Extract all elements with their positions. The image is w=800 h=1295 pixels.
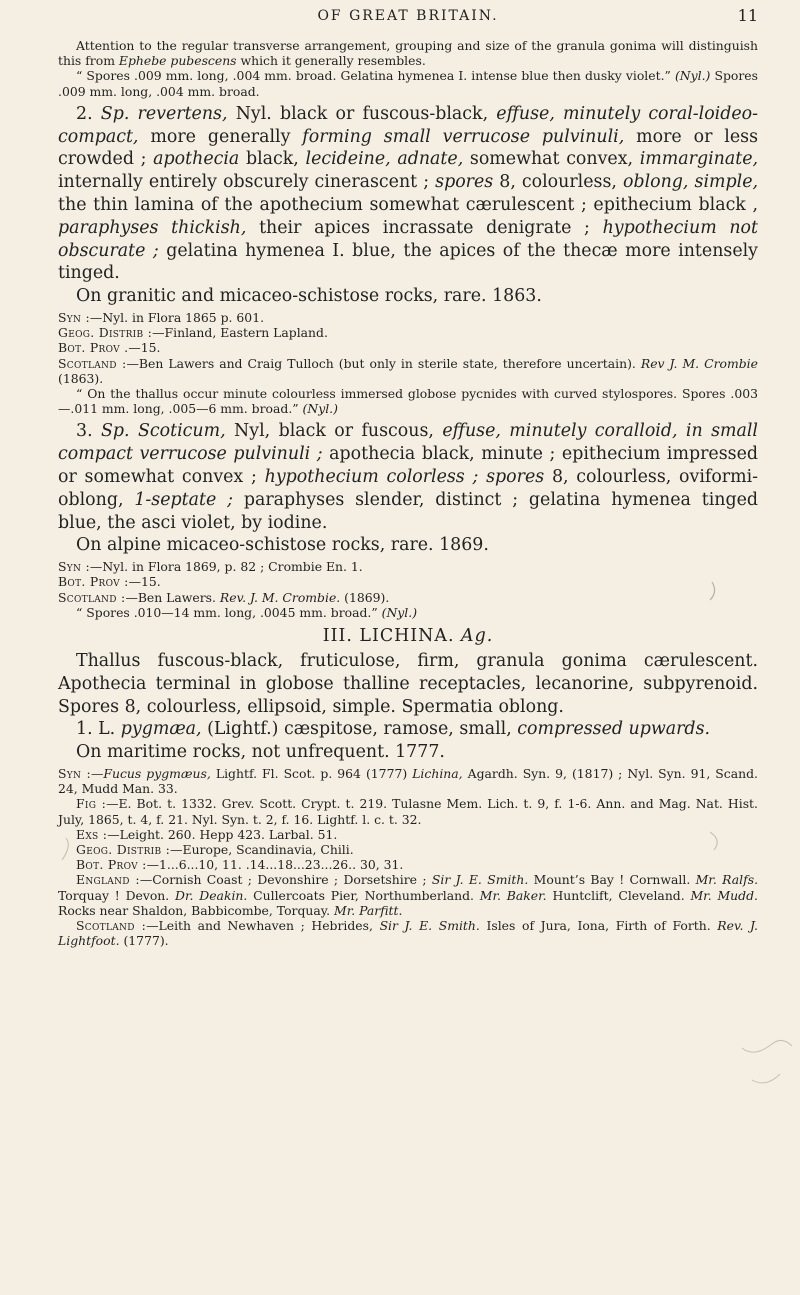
lichina-1-exsiccatae: Exs :—Leight. 260. Hepp 423. Larbal. 51.	[76, 826, 338, 842]
lichina-1-synonym: Syn :—Fucus pygmæus, Lightf. Fl. Scot. p. 964 (1777) Lichina, Agardh. Syn. 9, (1817) ; Nyl. Syn. 91, Scand. 24, Mudd Man. 33.	[58, 765, 758, 797]
lichina-1-habitat: On maritime rocks, not unfrequent. 1777.	[76, 742, 445, 763]
quote-spores: “ Spores .009 mm. long, .004 mm. broad. Gelatina hymenea I. intense blue then dusky violet.” (Nyl.) Spores .009 mm. long, .004 mm. broad.	[58, 68, 758, 99]
species-3-habitat: On alpine micaceo-schistose rocks, rare. 1869.	[76, 535, 489, 556]
genus-heading: III. LICHINA. Ag.	[322, 626, 494, 646]
species-2-quote: “ On the thallus occur minute colourless immersed globose pycnides with curved stylospores. Spores .003—.011 mm. long, .005—6 mm. broad.” (Nyl.)	[58, 386, 758, 417]
lichina-1-england: England :—Cornish Coast ; Devonshire ; Dorsetshire ; Sir J. E. Smith. Mount’s Bay ! Cornwall. Mr. Ralfs. Torquay ! Devon. Dr. Deakin. Cullercoats Pier, Northumberland. Mr. Baker. Huntclift, Cleveland. Mr. Mudd. Rocks near Shaldon, Babbicombe, Torquay. Mr. Parfitt.	[58, 872, 759, 918]
species-3-name: Sp. Scoticum,	[101, 421, 226, 442]
page-number: 11	[737, 6, 758, 25]
species-3-scotland: Scotland :—Ben Lawers. Rev. J. M. Crombie. (1869).	[58, 589, 390, 605]
book-page	[58, 0, 758, 1295]
species-2-scotland: Scotland :—Ben Lawers and Craig Tulloch (but only in sterile state, therefore uncertain). Rev J. M. Crombie (1863).	[58, 355, 758, 386]
species-3-quote: “ Spores .010—14 mm. long, .0045 mm. broad.” (Nyl.)	[76, 604, 418, 620]
lichina-1-scotland: Scotland :—Leith and Newhaven ; Hebrides, Sir J. E. Smith. Isles of Jura, Iona, Firth of Forth. Rev. J. Lightfoot. (1777).	[58, 918, 758, 949]
page-body	[58, 38, 758, 948]
species-2-distribution: Geog. Distrib :—Finland, Eastern Lapland.	[58, 325, 328, 341]
species-3-description: 3. Sp. Scoticum, Nyl, black or fuscous, effuse, minutely coralloid, in small compact verrucose pulvinuli ; apothecia black, minute ; epithecium impressed or somewhat convex ; hypothecium colorless ; spores 8, colourless, oviformi-oblong, 1-septate ; paraphyses slender, distinct ; gelatina hymenea tinged blue, the asci violet, by iodine.	[58, 421, 759, 533]
species-2-name: Sp. revertens,	[100, 103, 228, 124]
lichina-1-name: pygmæa,	[120, 719, 202, 740]
paragraph-attention: Attention to the regular transverse arrangement, grouping and size of the granula gonima will distinguish this from Ephebe pubescens which it generally resembles.	[58, 38, 758, 69]
species-3-synonym: Syn :—Nyl. in Flora 1869, p. 82 ; Crombie En. 1.	[58, 559, 363, 575]
lichina-1-description: 1. L. pygmæa, (Lightf.) cæspitose, ramose, small, compressed upwards.	[76, 719, 711, 740]
genus-description: Thallus fuscous-black, fruticulose, firm, granula gonima cærulescent. Apothecia terminal in globose thalline receptacles, lecanorine, subpyrenoid. Spores 8, colourless, ellipsoid, simple. Spermatia oblong.	[58, 651, 758, 717]
species-2-synonym: Syn :—Nyl. in Flora 1865 p. 601.	[58, 309, 265, 325]
lichina-1-province: Bot. Prov :—1...6...10, 11. .14...18...23...26.. 30, 31.	[76, 857, 404, 873]
page-header	[58, 6, 758, 28]
species-2-description: 2. Sp. revertens, Nyl. black or fuscous-black, effuse, minutely coral-loideo-compact, more generally forming small verrucose pulvinuli, more or less crowded ; apothecia black, lecideine, adnate, somewhat convex, immarginate, internally entirely obscurely cinerascent ; spores 8, colourless, oblong, simple, the thin lamina of the apothecium somewhat cærulescent ; epithecium black , paraphyses thickish, their apices incrassate denigrate ; hypothecium not obscurate ; gelatina hymenea I. blue, the apices of the thecæ more intensely tinged.	[58, 103, 759, 284]
species-2-habitat: On granitic and micaceo-schistose rocks, rare. 1863.	[76, 286, 542, 307]
species-3-province: Bot. Prov :—15.	[58, 574, 161, 590]
species-2-province: Bot. Prov .—15.	[58, 340, 161, 356]
running-head: OF GREAT BRITAIN.	[317, 8, 499, 24]
lichina-1-figures: Fig :—E. Bot. t. 1332. Grev. Scott. Crypt. t. 219. Tulasne Mem. Lich. t. 9, f. 1-6. Ann. and Mag. Nat. Hist. July, 1865, t. 4, f. 21. Nyl. Syn. t. 2, f. 16. Lightf. l. c. t. 32.	[58, 796, 758, 827]
lichina-1-distribution: Geog. Distrib :—Europe, Scandinavia, Chili.	[76, 842, 354, 857]
